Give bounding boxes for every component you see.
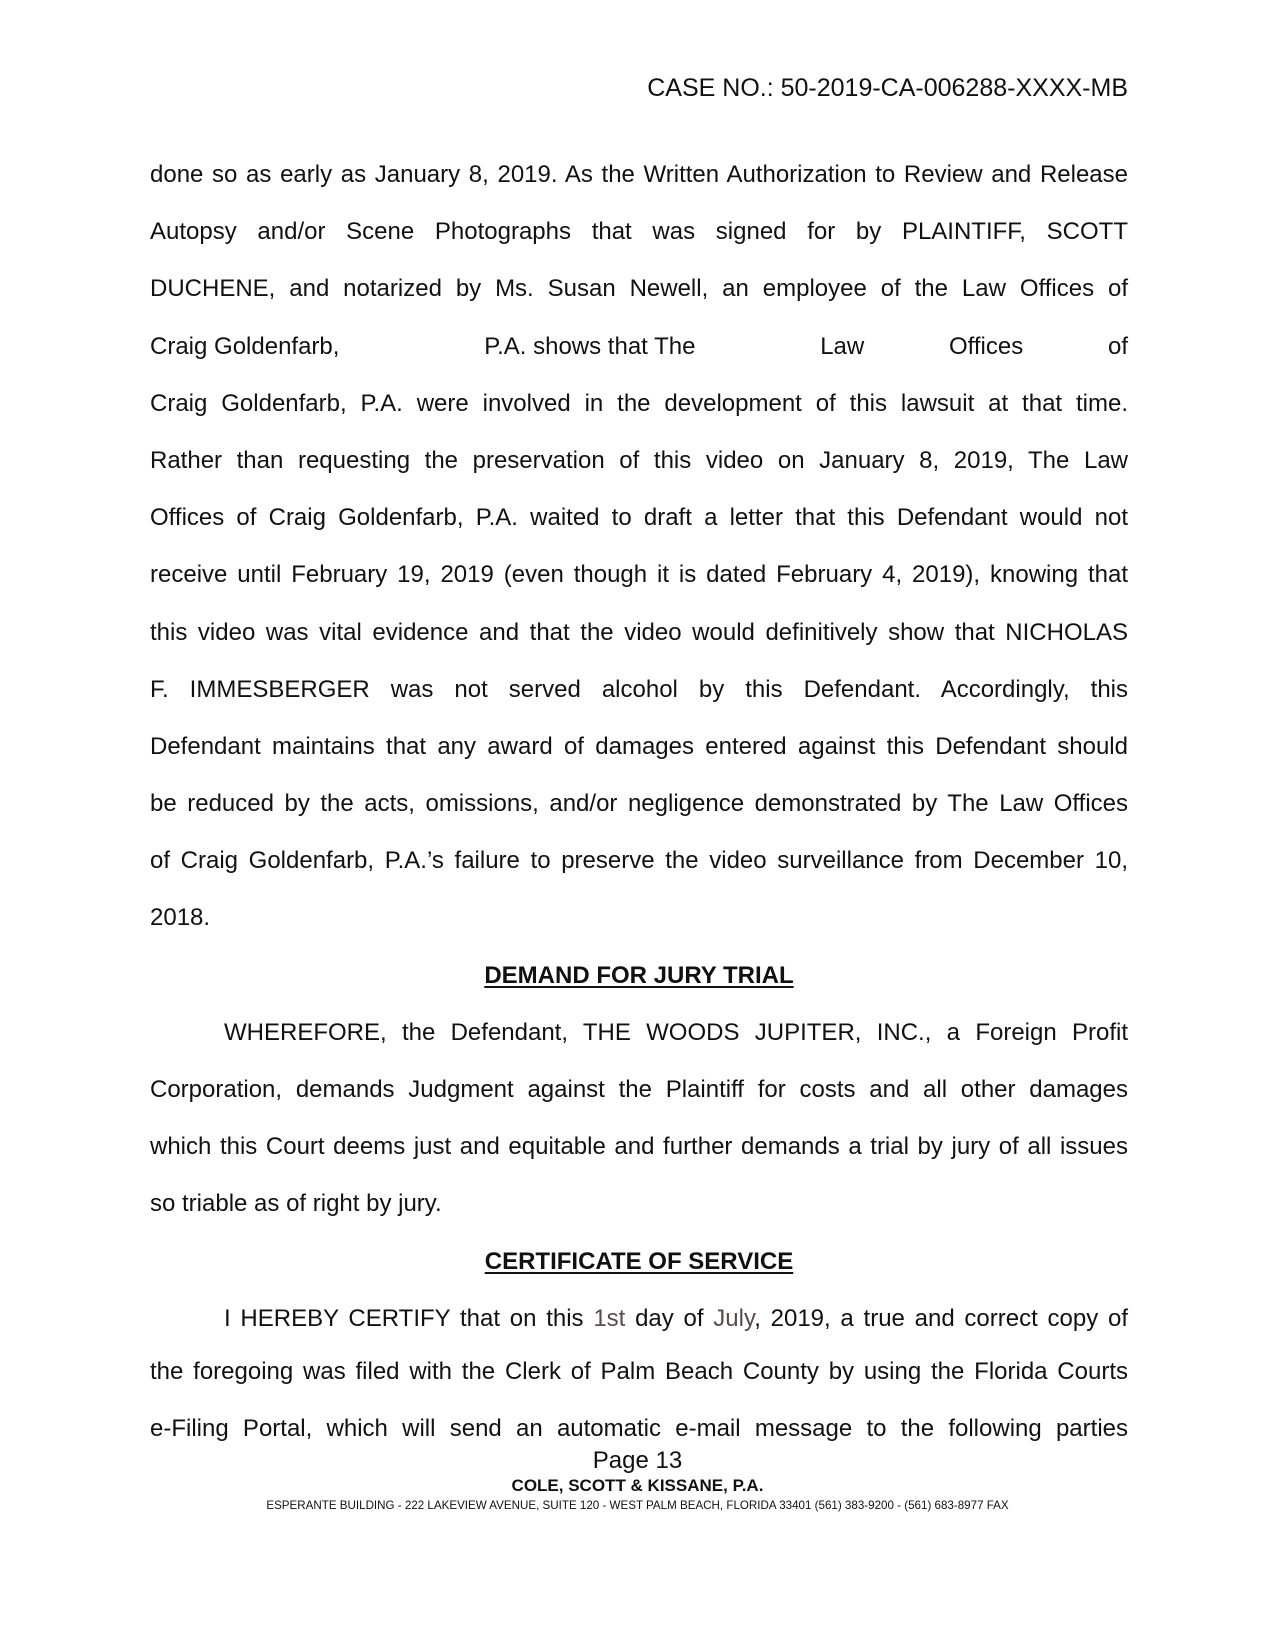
certificate-prefix: I HEREBY CERTIFY that on this [224,1304,594,1332]
body-line: F. IMMESBERGER was not served alcohol by this Defendant. Accordingly, this [150,675,1128,703]
body-line: be reduced by the acts, omissions, and/or negligence demonstrated by The Law Offices [150,790,1128,818]
certificate-line: the foregoing was filed with the Clerk of Palm Beach County by using the Florida Courts [150,1357,1128,1385]
certificate-month: July [713,1304,755,1332]
document-body [150,153,1128,1464]
jury-line: Corporation, demands Judgment against the Plaintiff for costs and all other damages [150,1076,1128,1103]
body-line: Autopsy and/or Scene Photographs that was signed for by PLAINTIFF, SCOTT [150,218,1128,246]
body-line: receive until February 19, 2019 (even though it is dated February 4, 2019), knowing that [150,561,1128,589]
body-line: this video was vital evidence and that the video would definitively show that NICHOLAS [150,618,1128,646]
jury-trial-heading: DEMAND FOR JURY TRIAL [484,961,794,989]
certificate-line [150,1297,1128,1350]
certificate-middle: day of [625,1304,714,1332]
body-fragment: Offices [948,332,1024,360]
firm-name: COLE, SCOTT & KISSANE, P.A. [511,1476,764,1495]
case-number: CASE NO.: 50-2019-CA-006288-XXXX-MB [647,74,1128,102]
body-fragment: Law [820,332,865,360]
jury-line: which this Court deems just and equitable and further demands a trial by jury of all issues [150,1133,1128,1161]
certificate-line: e-Filing Portal, which will send an automatic e-mail message to the following parties [150,1414,1128,1442]
jury-line: WHEREFORE, the Defendant, THE WOODS JUPITER, INC., a Foreign Profit [224,1018,1128,1046]
body-line: 2018. [150,904,211,932]
jury-line: so triable as of right by jury. [150,1190,442,1218]
certificate-suffix: , 2019, a true and correct copy of [754,1304,1128,1332]
body-line: Rather than requesting the preservation of this video on January 8, 2019, The Law [150,446,1128,474]
body-line: of Craig Goldenfarb, P.A.’s failure to preserve the video surveillance from December 10, [150,847,1128,875]
body-line: Craig Goldenfarb, P.A. were involved in the development of this lawsuit at that time. [150,389,1128,417]
firm-address: ESPERANTE BUILDING - 222 LAKEVIEW AVENUE, SUITE 120 - WEST PALM BEACH, FLORIDA 33401 (561) 383-9200 - (561) 683-8977 FAX [266,1499,1009,1512]
body-line: done so as early as January 8, 2019. As the Written Authorization to Review and Release [150,161,1128,188]
body-fragment: Craig Goldenfarb, [150,332,340,360]
body-line: DUCHENE, and notarized by Ms. Susan Newell, an employee of the Law Offices of [150,275,1128,303]
body-line: Offices of Craig Goldenfarb, P.A. waited to draft a letter that this Defendant would not [150,504,1128,532]
body-fragment: P.A. shows that The [484,332,696,360]
body-line: Defendant maintains that any award of damages entered against this Defendant should [150,732,1128,760]
body-line-spaced [150,325,1128,382]
certificate-day: 1st [593,1304,626,1332]
body-fragment: of [1107,332,1128,360]
certificate-heading: CERTIFICATE OF SERVICE [484,1247,794,1275]
page-number: Page 13 [592,1447,683,1474]
